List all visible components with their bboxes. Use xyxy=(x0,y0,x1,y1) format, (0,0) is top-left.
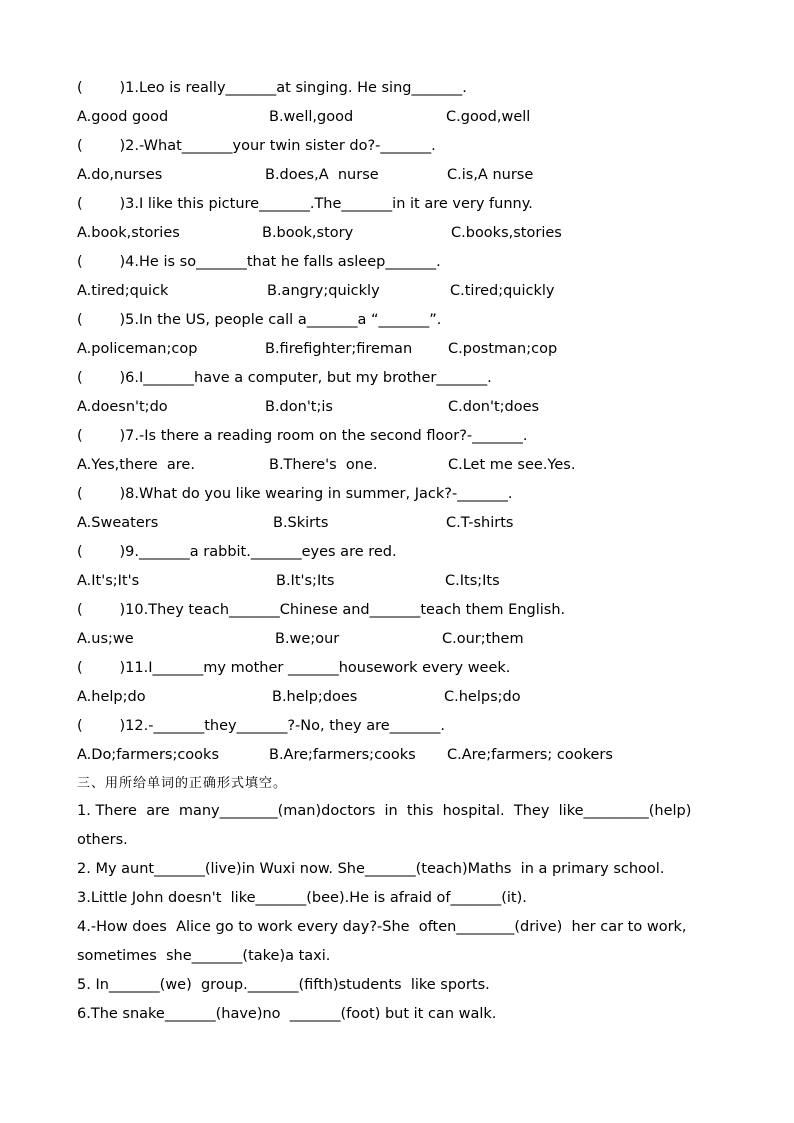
fill-line: sometimes she_______(take)a taxi. xyxy=(77,948,331,964)
option-a: A.do,nurses xyxy=(77,167,163,183)
question-stem: ( )10.They teach_______Chinese and_______teach them English. xyxy=(77,602,566,618)
option-a: A.book,stories xyxy=(77,225,180,241)
section-title: 三、用所给单词的正确形式填空。 xyxy=(77,776,288,791)
question-stem: ( )12.-_______they_______?-No, they are_______. xyxy=(77,718,446,734)
question-stem: ( )2.-What_______your twin sister do?-_______. xyxy=(77,138,436,154)
question-stem: ( )4.He is so_______that he falls asleep_______. xyxy=(77,254,441,270)
option-c: C.Are;farmers; cookers xyxy=(447,747,613,763)
question-stem: ( )9._______a rabbit._______eyes are red. xyxy=(77,544,397,560)
question-stem: ( )1.Leo is really_______at singing. He sing_______. xyxy=(77,80,467,96)
option-c: C.good,well xyxy=(446,109,531,125)
question-stem: ( )8.What do you like wearing in summer, Jack?-_______. xyxy=(77,486,513,502)
option-b: B.firefighter;fireman xyxy=(265,341,413,357)
option-b: B.angry;quickly xyxy=(267,283,380,299)
option-c: C.Let me see.Yes. xyxy=(448,457,576,473)
option-b: B.help;does xyxy=(272,689,358,705)
question-stem: ( )3.I like this picture_______.The_______in it are very funny. xyxy=(77,196,533,212)
question-stem: ( )7.-Is there a reading room on the second floor?-_______. xyxy=(77,428,528,444)
option-b: B.does,A nurse xyxy=(265,167,379,183)
fill-line: 3.Little John doesn't like_______(bee).He is afraid of_______(it). xyxy=(77,890,527,906)
option-b: B.well,good xyxy=(269,109,354,125)
option-b: B.It's;Its xyxy=(276,573,335,589)
option-a: A.help;do xyxy=(77,689,146,705)
option-a: A.good good xyxy=(77,109,169,125)
option-b: B.book,story xyxy=(262,225,354,241)
option-b: B.we;our xyxy=(275,631,340,647)
option-a: A.Yes,there are. xyxy=(77,457,195,473)
question-stem: ( )6.I_______have a computer, but my brother_______. xyxy=(77,370,492,386)
option-c: C.tired;quickly xyxy=(450,283,555,299)
option-a: A.It's;It's xyxy=(77,573,140,589)
option-a: A.tired;quick xyxy=(77,283,169,299)
fill-line: 2. My aunt_______(live)in Wuxi now. She_______(teach)Maths in a primary school. xyxy=(77,861,665,877)
option-b: B.don't;is xyxy=(265,399,333,415)
option-c: C.is,A nurse xyxy=(447,167,534,183)
fill-line: 6.The snake_______(have)no _______(foot) but it can walk. xyxy=(77,1006,497,1022)
option-c: C.helps;do xyxy=(444,689,521,705)
fill-line: others. xyxy=(77,832,128,848)
option-c: C.postman;cop xyxy=(448,341,558,357)
option-a: A.us;we xyxy=(77,631,134,647)
option-c: C.don't;does xyxy=(448,399,540,415)
option-c: C.Its;Its xyxy=(445,573,500,589)
option-c: C.T-shirts xyxy=(446,515,514,531)
fill-line: 5. In_______(we) group._______(fifth)students like sports. xyxy=(77,977,490,993)
option-c: C.our;them xyxy=(442,631,524,647)
option-a: A.policeman;cop xyxy=(77,341,198,357)
option-b: B.Skirts xyxy=(273,515,329,531)
fill-line: 4.-How does Alice go to work every day?-She often________(drive) her car to work, xyxy=(77,919,687,935)
option-a: A.Do;farmers;cooks xyxy=(77,747,220,763)
option-c: C.books,stories xyxy=(451,225,562,241)
option-a: A.doesn't;do xyxy=(77,399,168,415)
option-b: B.There's one. xyxy=(269,457,378,473)
question-stem: ( )11.I_______my mother _______housework every week. xyxy=(77,660,511,676)
option-b: B.Are;farmers;cooks xyxy=(269,747,416,763)
fill-line: 1. There are many________(man)doctors in this hospital. They like_________(help) xyxy=(77,803,692,819)
question-stem: ( )5.In the US, people call a_______a “_______”. xyxy=(77,312,442,328)
option-a: A.Sweaters xyxy=(77,515,159,531)
